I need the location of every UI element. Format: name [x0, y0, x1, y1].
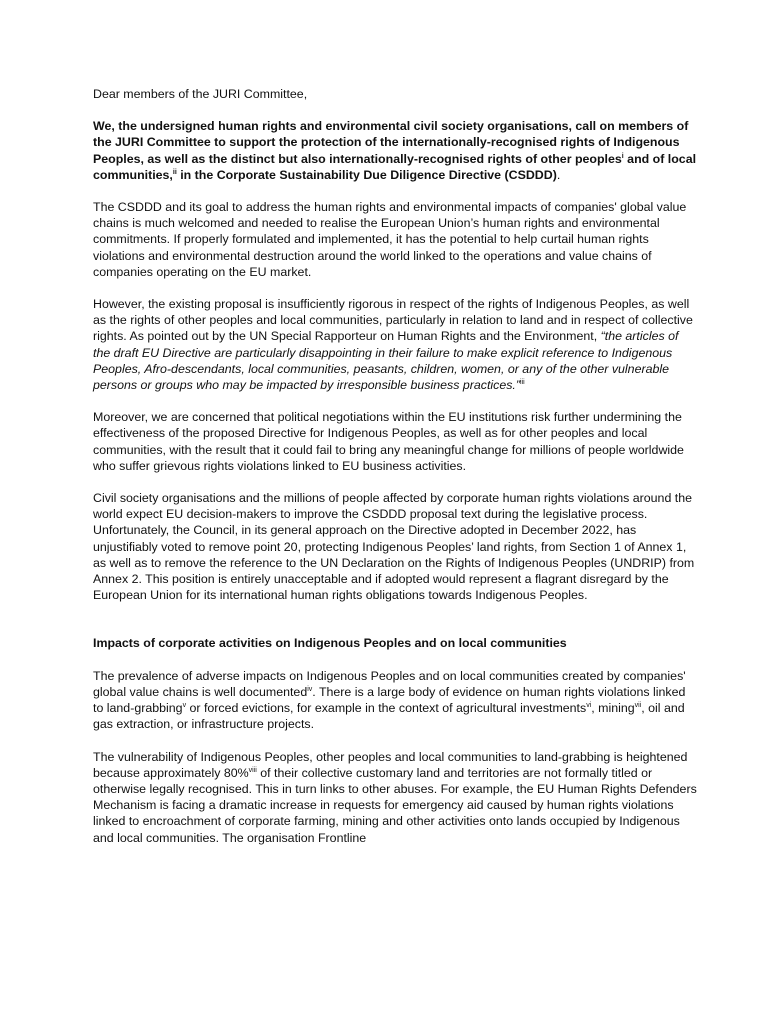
footnote-ref-vi[interactable]: vi: [586, 701, 592, 709]
footnote-ref-viii[interactable]: viii: [248, 766, 257, 774]
intro-end: in the Corporate Sustainability Due Diligence Directive (CSDDD): [176, 167, 557, 182]
section-heading: Impacts of corporate activities on Indigenous Peoples and on local communities: [93, 636, 567, 651]
vulnerability-text-b: of their collective customary land and territories are not formally titled or otherwise legally recognised. This in turn links to other abuses. For example, the EU Human Rights Defenders Mechanism is facing a dramatic increase in requests for emergency aid caused by human rights violations linked to encroachment of corporate farming, mining and other activities onto lands occupied by Indigenous and local communities. The organisation Frontline: [93, 765, 697, 845]
paragraph-csddd-goal: The CSDDD and its goal to address the human rights and environmental impacts of companies' global value chains is much welcomed and needed to realise the European Union’s human rights and environmental commitments. If properly formulated and implemented, it has the potential to help curtail human rights violations and environmental destruction around the world linked to the operations and value chains of companies operating on the EU market.: [93, 200, 687, 279]
paragraph-existing-proposal: [93, 296, 698, 393]
impacts-text-a: The prevalence of adverse impacts on Indigenous Peoples and on local communities created by companies' global value chains is well documented: [93, 668, 686, 699]
footnote-ref-vii[interactable]: vii: [634, 701, 642, 709]
impacts-text-b: . There is a large body of evidence on human rights violations linked to land-grabbing: [93, 684, 686, 716]
footnote-ref-v[interactable]: v: [182, 701, 187, 709]
paragraph-vulnerability: [93, 749, 698, 846]
footnote-ref-i[interactable]: i: [621, 152, 624, 160]
impacts-text-d: , mining: [591, 701, 635, 716]
paragraph-negotiations: Moreover, we are concerned that political negotiations within the EU institutions risk further undermining the effectiveness of the proposed Directive for Indigenous Peoples, as well as for other peoples and local communities, with the result that it could fail to bring any meaningful change for millions of people worldwide who suffer grievous rights violations linked to EU business activities.: [93, 410, 684, 473]
salutation: Dear members of the JURI Committee,: [93, 87, 308, 101]
intro-mid: and of local communities,: [93, 151, 697, 182]
impacts-text-e: , oil and gas extraction, or infrastructure projects.: [93, 701, 685, 732]
intro-text: We, the undersigned human rights and environmental civil society organisations, call on members of the JURI Committee to support the protection of the internationally-recognised rights of Indigenous Peoples, as well as the distinct but also internationally-recognised rights of other peoples: [93, 119, 689, 166]
paragraph-adverse-impacts: [93, 668, 698, 733]
intro-period: .: [556, 167, 561, 182]
rapporteur-quote: “the articles of the draft EU Directive are particularly disappointing in their failure to make explicit reference to Indigenous Peoples, Afro-descendants, local communities, peasants, children, women, or any of the other vulnerable persons or groups who may be impacted by irresponsible business practices.”: [93, 329, 679, 393]
paragraph-council-approach: Civil society organisations and the millions of people affected by corporate human rights violations around the world expect EU decision-makers to improve the CSDDD proposal text during the legislative process. Unfortunately, the Council, in its general approach on the Directive adopted in December 2022, has unjustifiably voted to remove point 20, protecting Indigenous Peoples’ land rights, from Section 1 of Annex 1, as well as to remove the reference to the UN Declaration on the Rights of Indigenous Peoples (UNDRIP) from Annex 2. This position is entirely unacceptable and if adopted would represent a flagrant disregard by the European Union for its international human rights obligations towards Indigenous Peoples.: [93, 491, 695, 603]
footnote-ref-iii[interactable]: iii: [520, 378, 525, 386]
intro-paragraph: [93, 118, 698, 183]
impacts-text-c: or forced evictions, for example in the context of agricultural investments: [186, 701, 587, 716]
section-spacer: [93, 619, 698, 635]
footnote-ref-ii[interactable]: ii: [172, 168, 177, 176]
proposal-text: However, the existing proposal is insufficiently rigorous in respect of the rights of Indigenous Peoples, as well as the rights of other peoples and local communities, particularly in relation to land and in respect of collective rights. As pointed out by the UN Special Rapporteur on Human Rights and the Environment,: [93, 297, 693, 344]
vulnerability-text-a: The vulnerability of Indigenous Peoples, other peoples and local communities to land-grabbing is heightened because approximately 80%: [93, 749, 688, 780]
footnote-ref-iv[interactable]: iv: [307, 685, 313, 693]
